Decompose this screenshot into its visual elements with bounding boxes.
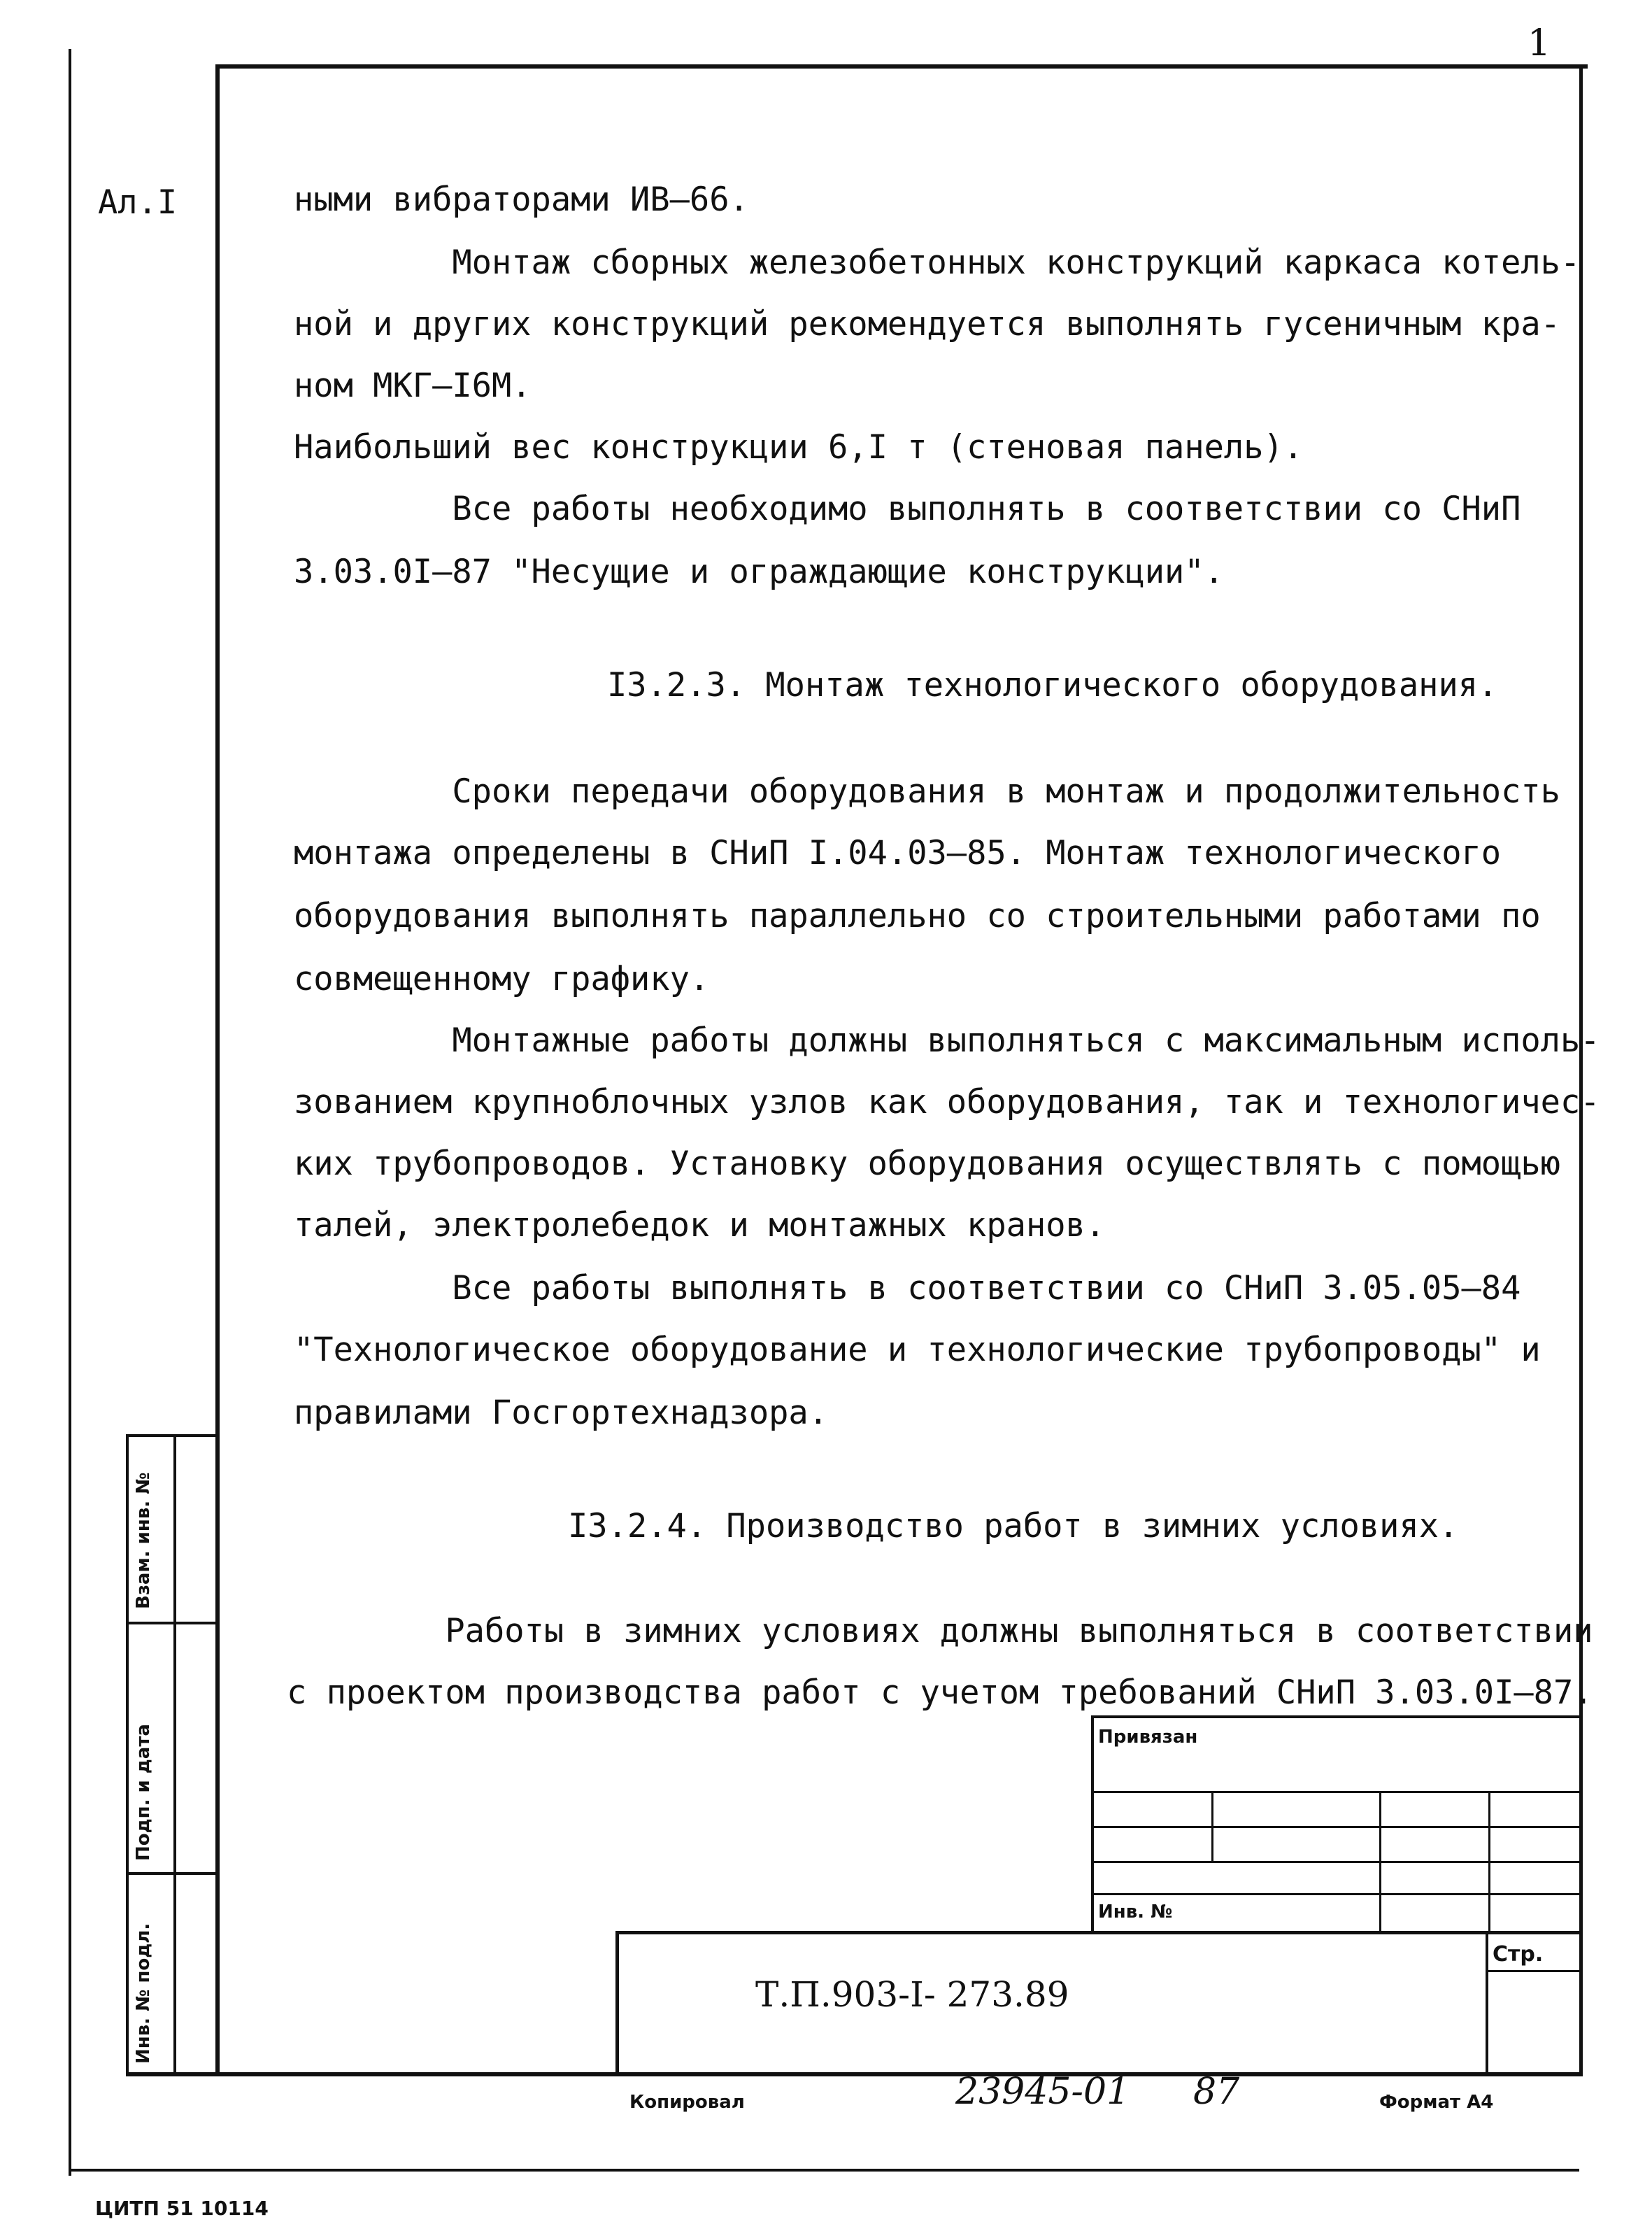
text-line: талей, электролебедок и монтажных кранов. [294,1206,1106,1245]
frame-left [215,64,220,2076]
frame-bottom [126,2072,1582,2076]
album-label: Ал.I [98,183,178,222]
attached-label: Привязан [1098,1727,1198,1748]
sheet-label: Стр. [1493,1942,1544,1967]
left-margin-line [69,49,71,2176]
text-line: Монтаж сборных железобетонных конструкций каркаса котель- [294,243,1581,282]
text-line: Все работы необходимо выполнять в соответствии со СНиП [294,490,1521,528]
frame-top [217,64,1588,69]
section-heading-13-2-4: I3.2.4. Производство работ в зимних условиях. [568,1507,1459,1545]
text-line: ном МКГ–I6М. [294,367,532,405]
text-line: монтажа определены в СНиП I.04.03–85. Монтаж технологического [294,834,1502,872]
text-line: Все работы выполнять в соответствии со СНиП 3.05.05–84 [294,1269,1521,1308]
sign-date-label: Подп. и дата [133,1724,154,1861]
order-number: 23945-01 [955,2071,1130,2113]
frame-right [1579,64,1583,2076]
text-line: совмещенному графику. [294,960,710,998]
bottom-margin-line [69,2169,1579,2172]
inv-no-label: Инв. № [1098,1901,1173,1922]
text-line: ких трубопроводов. Установку оборудования осуществлять с помощью [294,1145,1560,1183]
copied-label: Копировал [629,2092,745,2113]
text-line: Монтажные работы должны выполняться с максимальным исполь- [294,1021,1600,1060]
text-line: правилами Госгортехнадзора. [294,1394,829,1432]
text-line: Сроки передачи оборудования в монтаж и продолжительность [294,772,1560,811]
replaced-inv-label: Взам. инв. № [133,1472,154,1609]
top-page-number: 1 [1528,22,1551,64]
print-code: ЦИТП 51 10114 [95,2197,269,2220]
page-number: 87 [1193,2071,1240,2113]
text-line: ными вибраторами ИВ–66. [294,180,749,219]
text-line: 3.03.0I–87 "Несущие и ограждающие конструкции". [294,553,1224,591]
format-label: Формат А4 [1379,2092,1494,2113]
text-line: Наибольший вес конструкции 6,I т (стеновая панель). [294,428,1304,467]
text-line: с проектом производства работ с учетом требований СНиП 3.03.0I–87. [287,1673,1593,1712]
text-line: "Технологическое оборудование и технологические трубопроводы" и [294,1331,1541,1369]
text-line: зованием крупноблочных узлов как оборудования, так и технологичес- [294,1083,1600,1121]
document-code: Т.П.903-I- 273.89 [755,1974,1069,2015]
text-line: Работы в зимних условиях должны выполняться в соответствии [287,1612,1593,1650]
text-line: оборудования выполнять параллельно со строительными работами по [294,897,1541,935]
section-heading-13-2-3: I3.2.3. Монтаж технологического оборудования. [607,666,1498,704]
text-line: ной и других конструкций рекомендуется выполнять гусеничным кра- [294,305,1560,343]
inv-no-orig-label: Инв. № подл. [133,1922,154,2064]
